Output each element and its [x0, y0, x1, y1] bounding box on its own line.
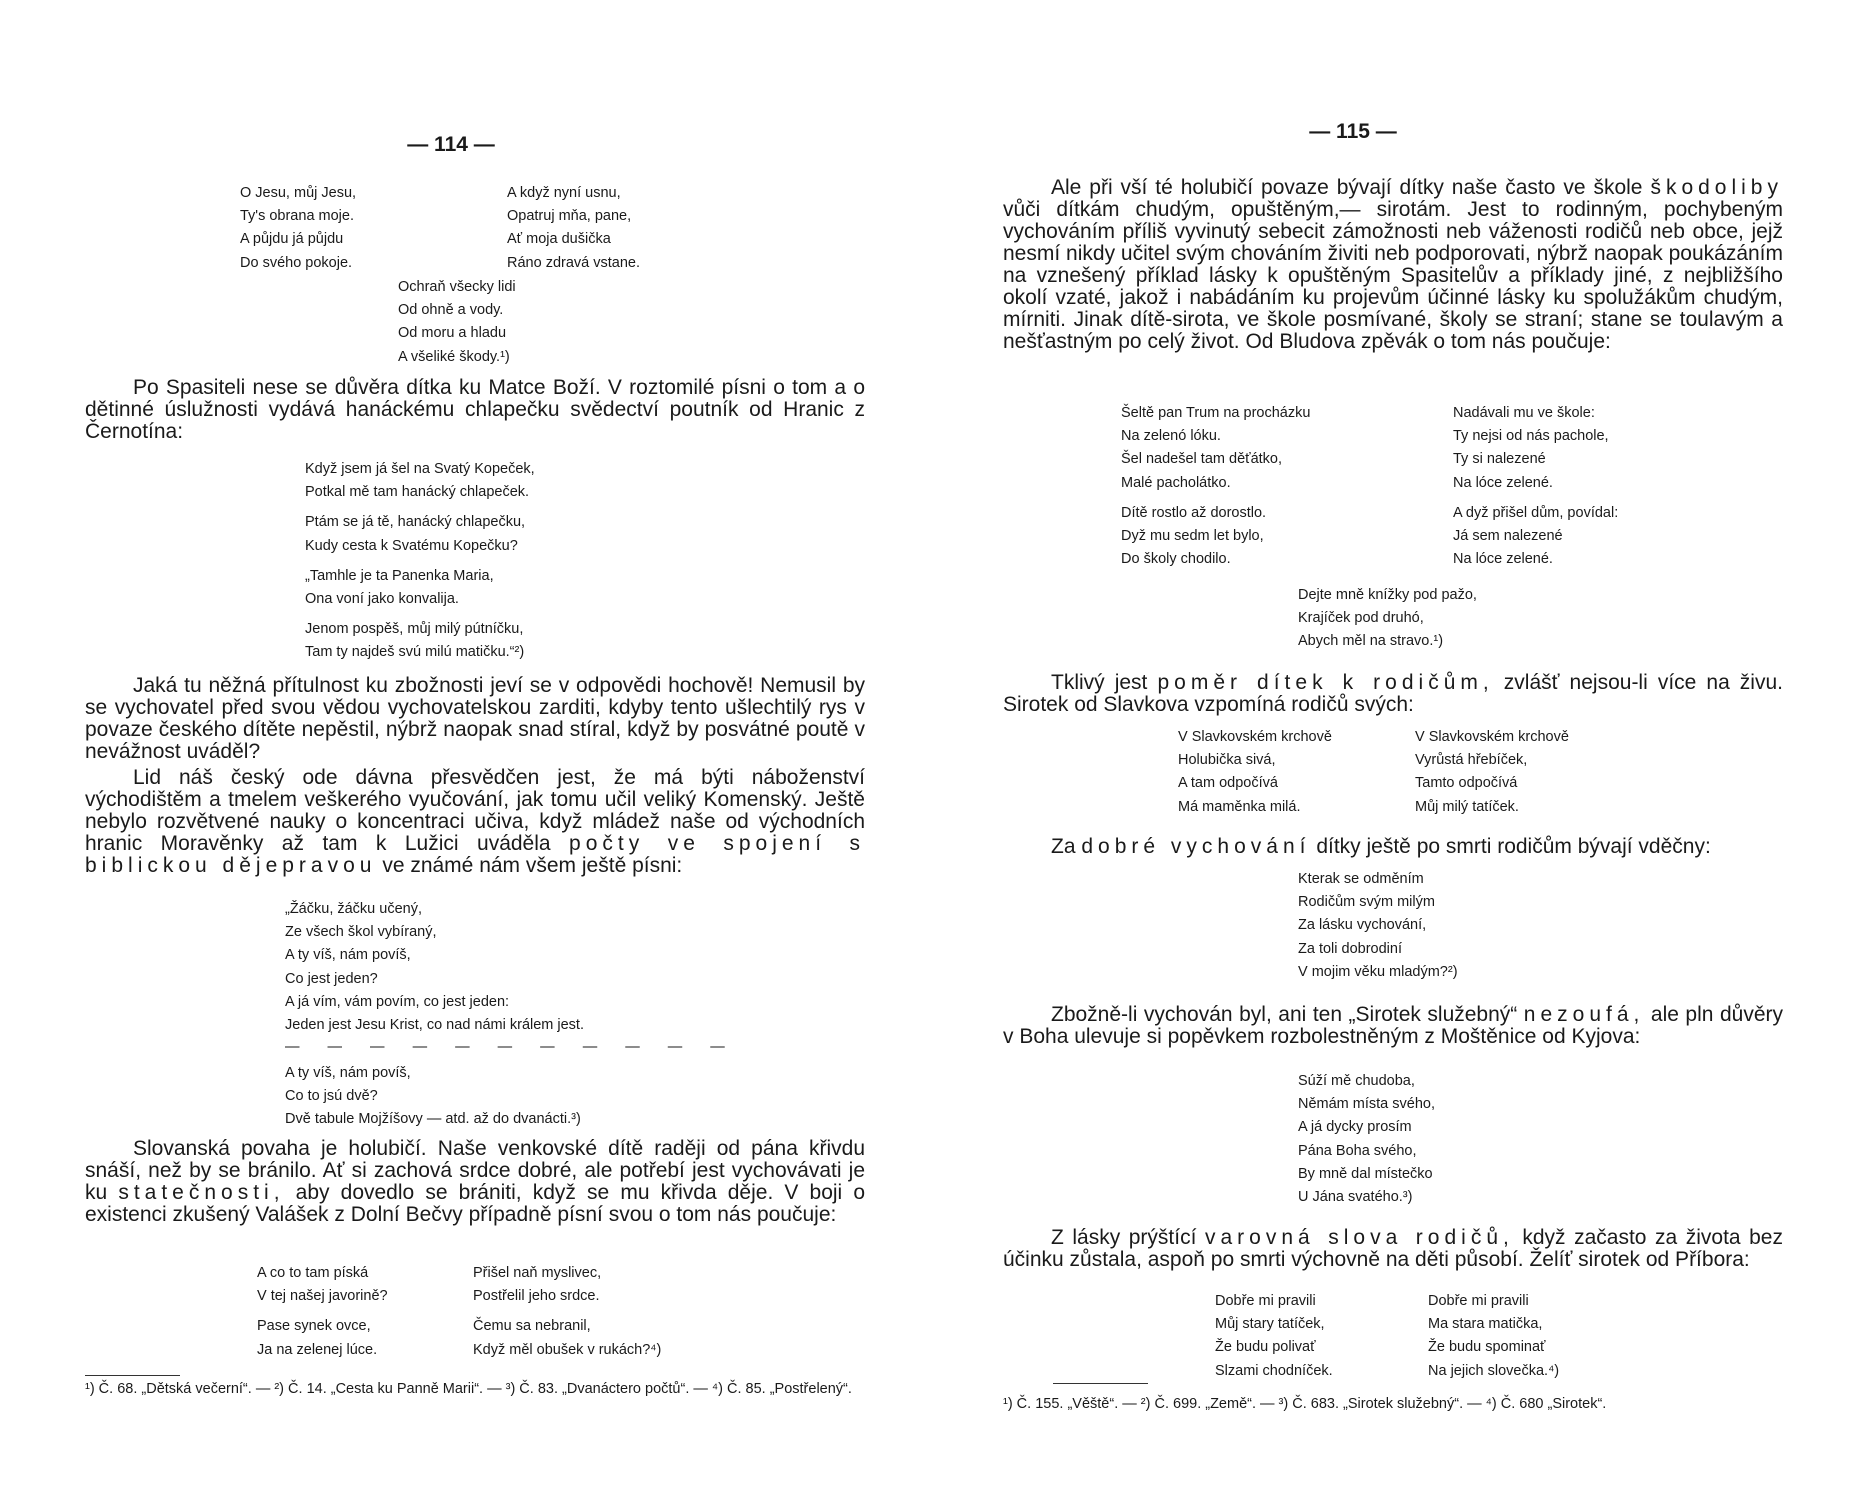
paragraph: Zbožně-li vychován byl, ani ten „Sirotek služebný“ nezoufá, ale pln důvěry v Boha ulevuje si popěvkem rozbolestněným z Moštěnice od Kyjova:: [1003, 1003, 1783, 1048]
verse-line: Dobře mi pravili: [1215, 1293, 1316, 1309]
verse-line: A všeliké škody.¹): [398, 348, 510, 365]
verse-line: Ať moja dušička: [507, 231, 611, 248]
verse-line: Ty nejsi od nás pachole,: [1453, 428, 1609, 445]
verse-line: Postřelil jeho srdce.: [473, 1288, 600, 1305]
verse-line: Ty si nalezené: [1453, 451, 1546, 468]
verse-line: „Tamhle je ta Panenka Maria,: [305, 567, 494, 584]
verse-line: Ptám se já tě, hanácký chlapečku,: [305, 514, 526, 531]
verse-line: Jeden jest Jesu Krist, co nad námi králem jest.: [285, 1017, 584, 1034]
stanza-gap: [305, 558, 535, 565]
poem: [1298, 868, 1458, 984]
verse-line: Dítě rostlo až dorostlo.: [1121, 504, 1267, 521]
verse-line: A co to tam píská: [257, 1265, 369, 1281]
verse-line: V Slavkovském krchově: [1415, 729, 1569, 745]
verse-line: Pána Boha svého,: [1298, 1142, 1417, 1159]
verse-line: A ty víš, nám povíš,: [285, 1065, 411, 1081]
verse-line: Němám místa svého,: [1298, 1096, 1435, 1113]
verse-line: Krajíček pod druhó,: [1298, 610, 1424, 627]
paragraph: Po Spasiteli nese se důvěra dítka ku Matce Boží. V roztomilé písni o tom a o dětinné úslužnosti vydává hanáckému chlapečku svědectví poutník od Hranic z Černotína:: [85, 376, 865, 443]
verse-line: A když nyní usnu,: [507, 185, 621, 201]
verse-line: Čemu sa nebranil,: [473, 1318, 591, 1335]
poem: [305, 458, 535, 665]
verse-line: Můj stary tatíček,: [1215, 1316, 1325, 1333]
verse-line: Má maměnka milá.: [1178, 798, 1301, 815]
verse-line: Že budu polivať: [1215, 1339, 1316, 1356]
paragraph: Tklivý jest poměr dítek k rodičům, zvlášť nejsou-li více na živu. Sirotek od Slavkova vzpomíná rodičů svých:: [1003, 671, 1783, 716]
verse-line: Kudy cesta k Svatému Kopečku?: [305, 537, 518, 554]
verse-line: Jenom pospěš, můj milý pútníčku,: [305, 621, 524, 638]
verse-line: A půjdu já půjdu: [240, 231, 344, 248]
verse-line: Na jejich slovečka.⁴): [1428, 1362, 1560, 1379]
stanza-gap: [1121, 495, 1310, 502]
paragraph: Jaká tu něžná přítulnost ku zbožnosti jeví se v odpovědi hochově! Nemusil by se vychovatel před svou vědou vychovatelskou zarditi, kdyby tento ušlechtilý rys v povaze českého dítěte nepěstil, nýbrž naopak snad stíral, když by posvátné poutě v nevážnost uváděl?: [85, 674, 865, 763]
verse-line: Že budu spominať: [1428, 1339, 1546, 1356]
verse-line: Ochraň všecky lidi: [398, 279, 516, 295]
verse-line: Za toli dobrodiní: [1298, 940, 1402, 957]
verse-line: Já sem nalezené: [1453, 528, 1563, 545]
verse-line: Šeltě pan Trum na procházku: [1121, 405, 1311, 421]
poem-col: [1428, 1290, 1559, 1383]
verse-line: Na lóce zelené.: [1453, 474, 1553, 491]
verse-line: A já vím, vám povím, co jest jeden:: [285, 993, 510, 1010]
stanza-gap: [257, 1308, 388, 1315]
verse-line: Co jest jeden?: [285, 970, 378, 987]
verse-line: Vyrůstá hřebíček,: [1415, 752, 1528, 769]
poem-col: [257, 1262, 388, 1362]
verse-line: Na lóce zelené.: [1453, 551, 1553, 568]
right-page: [1003, 0, 1783, 1500]
verse-line: Od ohně a vody.: [398, 302, 504, 319]
verse-line: Dobře mi pravili: [1428, 1293, 1529, 1309]
stanza-gap: [305, 611, 535, 618]
verse-line: „Žáčku, žáčku učený,: [285, 901, 422, 917]
poem-col: [240, 182, 356, 275]
verse-line: V mojim věku mladým?²): [1298, 963, 1458, 980]
poem: [285, 1062, 581, 1132]
verse-line: Dejte mně knížky pod pažo,: [1298, 587, 1477, 603]
verse-line: Za lásku vychování,: [1298, 917, 1427, 934]
verse-line: By mně dal místečko: [1298, 1165, 1433, 1182]
footnote-rule: [1053, 1383, 1148, 1384]
verse-line: A tam odpočívá: [1178, 775, 1278, 792]
verse-line: Ma stara matička,: [1428, 1316, 1543, 1333]
verse-line: Opatruj mňa, pane,: [507, 208, 632, 225]
poem: [285, 898, 584, 1037]
stanza-gap: [305, 504, 535, 511]
verse-line: Na zelenó lóku.: [1121, 428, 1221, 445]
verse-line: Co to jsú dvě?: [285, 1088, 378, 1105]
verse-line: Kterak se odměním: [1298, 871, 1424, 887]
left-page: [85, 0, 865, 1500]
poem-col: [507, 182, 640, 275]
poem-center: [1298, 584, 1477, 654]
verse-line: O Jesu, můj Jesu,: [240, 185, 357, 201]
verse-line: Dyž mu sedm let bylo,: [1121, 528, 1264, 545]
verse-line: Potkal mě tam hanácký chlapeček.: [305, 484, 530, 501]
verse-line: A já dycky prosím: [1298, 1119, 1412, 1136]
verse-line: Do školy chodilo.: [1121, 551, 1231, 568]
verse-line: Malé pacholátko.: [1121, 474, 1231, 491]
verse-line: Holubička sivá,: [1178, 752, 1276, 769]
verse-line: Ty's obrana moje.: [240, 208, 354, 225]
verse-line: A dyž přišel dům, povídal:: [1453, 504, 1619, 521]
verse-line: Nadávali mu ve škole:: [1453, 405, 1595, 421]
footnote: ¹) Č. 68. „Dětská večerní“. — ²) Č. 14. „Cesta ku Panně Marii“. — ³) Č. 83. „Dvanáctero počtů“. — ⁴) Č. 85. „Postřelený“.: [85, 1381, 852, 1397]
page-number: — 114 —: [407, 133, 495, 156]
verse-line: Ze všech škol vybíraný,: [285, 924, 437, 941]
paragraph: Slovanská povaha je holubičí. Naše venkovské dítě raději od pána křivdu snáší, než by se bránilo. Ať si zachová srdce dobré, ale potřebí jest vychovávati je ku statečnosti, aby dovedlo se brániti, když se mu křivda děje. V boji o existenci zkušený Valášek z Dolní Bečvy případně písní svou o tom nás poučuje:: [85, 1137, 865, 1226]
poem: [1298, 1070, 1435, 1209]
poem-col: [1178, 726, 1332, 819]
poem-center: [398, 276, 516, 369]
verse-line: Pase synek ovce,: [257, 1318, 371, 1335]
verse-line: Můj milý tatíček.: [1415, 798, 1519, 815]
paragraph: Z lásky prýštící varovná slova rodičů, když začasto za života bez účinku zůstala, aspoň po smrti výchovně na děti působí. Želíť sirotek od Příbora:: [1003, 1226, 1783, 1271]
paragraph: Za dobré vychování dítky ještě po smrti rodičům bývají vděčny:: [1051, 835, 1711, 858]
verse-line: Když jsem já šel na Svatý Kopeček,: [305, 461, 535, 477]
poem-col: [473, 1262, 661, 1362]
paragraph: Lid náš český ode dávna přesvědčen jest, že má býti náboženství východištěm a tmelem veškerého vyučování, jak tomu učil veliký Komenský. Ještě nebylo rozvětvené nauky o koncentraci učiva, když mládež naše od východních hranic Moravěnky až tam k Lužici uváděla počty ve spojení s biblickou dějepravou ve známé nám všem ještě písni:: [85, 766, 866, 877]
poem-col: [1121, 402, 1310, 571]
verse-line: Dvě tabule Mojžíšovy — atd. až do dvanácti.³): [285, 1111, 581, 1128]
verse-line: Ja na zelenej lúce.: [257, 1341, 378, 1358]
paragraph: Ale při vší té holubičí povaze bývají dítky naše často ve škole škodoliby vůči dítkám chudým, opuštěným,— sirotám. Jest to rodinným, pochybeným vychováním příliš vyvinutý sebecit zámožnosti neb váženosti rodičů neb obce, jejž nesmí nikdy učitel svým chováním živiti neb podporovati, nýbrž naopak poukázáním na vznešený příklad lásky k opuštěným Spasitelův a příklady jiné, z nejbližšího okolí vzaté, jakož i nabádáním ku projevům účinné lásky ku spolužákům chudým, mírniti. Jinak dítě-sirota, ve škole posmívané, školy se straní; stane se toulavým a nešťastným po celý život. Od Bludova zpěvák o tom nás poučuje:: [1003, 176, 1783, 353]
verse-line: A ty víš, nám povíš,: [285, 947, 411, 964]
page-number: — 115 —: [1309, 120, 1397, 143]
verse-line: U Jána svatého.³): [1298, 1189, 1413, 1206]
verse-line: Od moru a hladu: [398, 325, 507, 342]
stanza-gap: [1453, 495, 1618, 502]
verse-line: Šel nadešel tam děťátko,: [1121, 451, 1283, 468]
verse-line: V Slavkovském krchově: [1178, 729, 1332, 745]
verse-line: Ráno zdravá vstane.: [507, 254, 640, 271]
poem-col: [1415, 726, 1569, 819]
verse-line: Tam ty najdeš svú milú matičku.“²): [305, 644, 525, 661]
verse-line: V tej našej javorině?: [257, 1288, 388, 1305]
verse-line: Do svého pokoje.: [240, 254, 353, 271]
verse-line: Rodičům svým milým: [1298, 894, 1435, 911]
poem-col: [1215, 1290, 1333, 1383]
verse-line: Súží mě chudoba,: [1298, 1073, 1415, 1089]
verse-line: Přišel naň myslivec,: [473, 1265, 602, 1281]
poem-col: [1453, 402, 1618, 571]
footnote-rule: [85, 1375, 180, 1376]
stanza-gap: [473, 1308, 661, 1315]
verse-line: Slzami chodníček.: [1215, 1362, 1333, 1379]
verse-line: Tamto odpočívá: [1415, 775, 1518, 792]
verse-line: Ona voní jako konvalija.: [305, 591, 459, 608]
poem-dashes: — — — — — — — — — — —: [285, 1039, 737, 1055]
verse-line: Abych měl na stravo.¹): [1298, 633, 1444, 650]
verse-line: Když měl obušek v rukách?⁴): [473, 1341, 662, 1358]
footnote: ¹) Č. 155. „Věště“. — ²) Č. 699. „Země“. — ³) Č. 683. „Sirotek služebný“. — ⁴) Č. 680 „Sirotek“.: [1003, 1396, 1607, 1412]
